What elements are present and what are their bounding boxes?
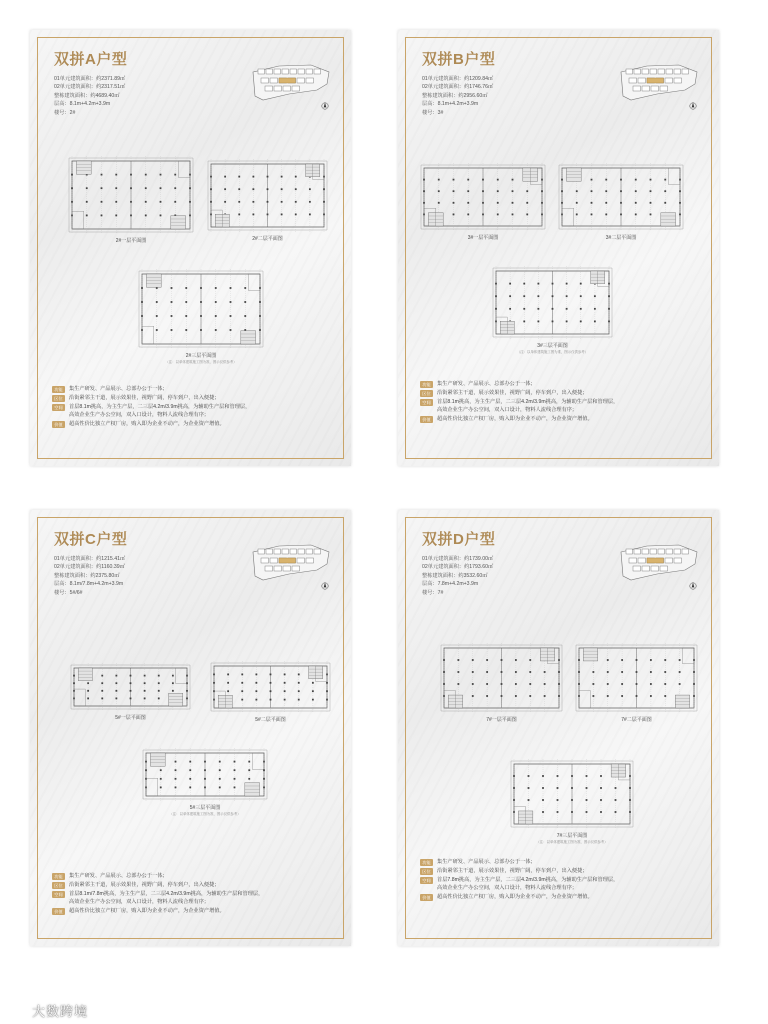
floor-plan [140,747,270,818]
feature-text: 高效企业生产办公空间，双入口设计，物料人流线合理有序； [437,407,578,414]
spec-line: 整栋建筑面积：约3532.60㎡ [422,572,488,579]
floor-plan [208,660,333,730]
floor-plan-note: （注：以单体建筑施工图为准，图示仅供参考） [169,812,241,816]
feature-tag: 价值 [52,908,65,915]
feature-text: 集生产研发、产品展示、总部办公于一体； [69,873,168,879]
floor-plan [136,268,266,366]
feature-text: 高效企业生产办公空间，双入口设计，物料人流线合理有序； [69,412,210,419]
spec-list [422,75,612,117]
floor-plan-drawing [140,747,270,802]
feature-text: 超高性价比独立产权厂房，购入即为企业不动产，为企业资产增值。 [437,416,593,423]
floor-plan-drawing [68,662,193,712]
watermark [6,1001,88,1020]
floorplan-sheet-a [30,30,351,466]
feature-text: 超高性价比独立产权厂房，购入即为企业不动产，为企业资产增值。 [437,894,593,901]
floor-plan-note: （注：以单体建筑施工图为准，图示仅供参考） [165,360,237,364]
spec-line: 层高：8.1m+4.2m+3.9m [54,101,111,108]
floor-plan-label: 3#三层平面图 [537,343,568,349]
spec-line: 02单元建筑面积：约1746.76㎡ [422,84,494,91]
feature-row [420,415,700,424]
feature-row [420,398,700,407]
floor-plan-label: 2#二层平面图 [252,236,283,242]
floor-plan-drawing [438,642,565,714]
spec-list [54,555,244,597]
feature-row [420,389,700,398]
feature-tag: 价值 [52,421,65,428]
floor-plan-drawing [208,660,333,714]
feature-list [420,858,700,902]
sheet-title: 双拼D户型 [422,531,496,548]
brand-logo-icon [6,1003,28,1019]
floor-plan-drawing [490,265,615,340]
spec-line: 整栋建筑面积：约2956.60㎡ [422,92,488,99]
site-map-drawing [249,540,333,598]
spec-line: 楼号：7# [422,589,444,596]
feature-tag: 区位 [52,882,65,889]
spec-list [54,75,244,117]
floor-plan [490,265,615,356]
feature-tag: 功能 [52,873,65,880]
feature-text: 首层8.1m挑高，为主生产层，二三层4.2m/3.9m挑高，为辅助生产层和管理层， [437,398,619,405]
floor-plan [205,158,330,249]
floor-plan [68,662,193,728]
floor-plan-label: 2#一层平面图 [115,238,147,244]
floor-plan-label: 7#一层平面图 [486,717,517,723]
site-map [617,540,701,598]
feature-row [420,867,700,876]
feature-list [52,872,332,916]
floor-plan-drawing [418,162,548,232]
floorplan-sheet-d [398,510,719,946]
spec-line: 02单元建筑面积：约1793.60㎡ [422,564,494,571]
spec-line: 01单元建筑面积：约1209.84㎡ [422,76,494,82]
floor-plan-drawing [205,158,330,233]
feature-row [52,872,332,881]
sheet-title: 双拼B户型 [422,51,496,68]
feature-row [52,394,332,403]
feature-tag: 空间 [420,399,433,406]
floor-plan-label: 7#二层平面图 [621,717,652,723]
spec-line: 01单元建筑面积：约1215.41㎡ [54,556,126,562]
spec-line: 02单元建筑面积：约2317.51㎡ [54,84,126,91]
floorplan-sheet-c [30,510,351,946]
feature-row [52,385,332,394]
feature-tag: 价值 [420,894,433,901]
spec-line: 层高：8.1m+4.2m+3.9m [422,101,479,108]
feature-text: 超高性价比独立产权厂房，购入即为企业不动产，为企业资产增值。 [69,421,225,428]
floor-plan-label: 5#二层平面图 [255,717,286,723]
feature-row [52,411,332,420]
spec-line: 01单元建筑面积：约2371.89㎡ [54,76,126,82]
floor-plan-label: 3#二层平面图 [605,235,637,241]
floor-plan-label: 3#一层平面图 [467,235,499,241]
spec-line: 楼号：2# [54,109,76,116]
spec-line: 楼号：5#/6# [54,589,83,596]
feature-text: 沿街紧邻主干道，展示效果佳，视野广阔，停车到户，出入便捷； [69,881,220,888]
feature-tag: 区位 [420,868,433,875]
site-map-drawing [617,540,701,598]
feature-tag: 区位 [52,395,65,402]
feature-row [420,380,700,389]
spec-line: 整栋建筑面积：约2375.80㎡ [54,572,120,579]
feature-tag: 区位 [420,390,433,397]
floor-plan-drawing [66,155,196,235]
sheet-title: 双拼A户型 [54,51,128,68]
floorplan-sheet-b [398,30,719,466]
feature-text: 首层8.1m/7.8m挑高，为主生产层，二三层4.2m/3.9m挑高，为辅助生产层和管理层， [69,890,264,897]
floor-plan [508,758,636,846]
feature-row [420,893,700,902]
site-map-drawing [617,60,701,118]
floor-plan-note: （注：以单体建筑施工图为准，图示仅供参考） [516,350,589,354]
feature-row [420,884,700,893]
feature-text: 高效企业生产办公空间，双入口设计，物料人流线合理有序； [437,885,578,892]
floor-plan-drawing [556,162,686,232]
feature-text: 集生产研发、产品展示、总部办公于一体； [437,859,536,865]
feature-list [52,385,332,429]
feature-tag: 空间 [52,404,65,411]
floor-plan-note: （注：以单体建筑施工图为准，图示仅供参考） [536,840,608,844]
feature-tag: 功能 [52,386,65,393]
floor-plan [438,642,565,730]
feature-tag: 空间 [52,891,65,898]
feature-text: 首层8.1m挑高，为主生产层，二三层4.2m/3.9m挑高，为辅助生产层和管理层， [69,403,251,410]
feature-row [420,858,700,867]
spec-line: 01单元建筑面积：约1739.00㎡ [422,556,494,562]
feature-text: 沿街紧邻主干道，展示效果佳，视野广阔，停车到户，出入便捷； [437,867,588,874]
feature-text: 沿街紧邻主干道，展示效果佳，视野广阔，停车到户，出入便捷； [437,389,588,396]
floor-plan [66,155,196,251]
feature-text: 集生产研发、产品展示、总部办公于一体； [437,381,536,387]
sheet-title: 双拼C户型 [54,531,128,548]
feature-row [52,420,332,429]
spec-list [422,555,612,597]
feature-row [52,898,332,907]
site-map-drawing [249,60,333,118]
floor-plan-drawing [508,758,636,830]
floor-plan [418,162,548,248]
spec-line: 02单元建筑面积：约1160.39㎡ [54,564,125,571]
site-map [249,540,333,598]
spec-line: 层高：7.8m+4.2m+3.9m [422,581,479,588]
feature-text: 高效企业生产办公空间，双入口设计，物料人流线合理有序； [69,899,210,906]
feature-text: 超高性价比独立产权厂房，购入即为企业不动产，为企业资产增值。 [69,908,225,915]
spec-line: 层高：8.1m/7.8m+4.2m+3.9m [54,581,124,588]
feature-tag: 功能 [420,381,433,388]
feature-list [420,380,700,424]
site-map [249,60,333,118]
feature-tag: 空间 [420,877,433,884]
feature-row [420,876,700,885]
feature-text: 集生产研发、产品展示、总部办公于一体； [69,386,168,392]
floor-plan-drawing [573,642,700,714]
floor-plan-label: 7#三层平面图 [556,833,588,839]
feature-row [420,406,700,415]
feature-text: 首层7.8m挑高，为主生产层，二三层4.2m/3.9m挑高，为辅助生产层和管理层， [437,876,619,883]
spec-line: 整栋建筑面积：约4689.40㎡ [54,92,120,99]
feature-tag: 功能 [420,859,433,866]
feature-text: 沿街紧邻主干道，展示效果佳，视野广阔，停车到户，出入便捷； [69,394,220,401]
site-map [617,60,701,118]
floor-plan-drawing [136,268,266,350]
floor-plan-label: 5#三层平面图 [189,805,221,811]
floor-plan-label: 5#一层平面图 [115,715,146,721]
spec-line: 楼号：3# [422,109,444,116]
floor-plan [573,642,700,730]
watermark-text: 大数跨境 [32,1004,89,1019]
feature-row [52,403,332,412]
feature-row [52,890,332,899]
feature-row [52,907,332,916]
floor-plan-label: 2#三层平面图 [185,353,217,359]
floor-plan [556,162,686,248]
feature-row [52,881,332,890]
feature-tag: 价值 [420,416,433,423]
